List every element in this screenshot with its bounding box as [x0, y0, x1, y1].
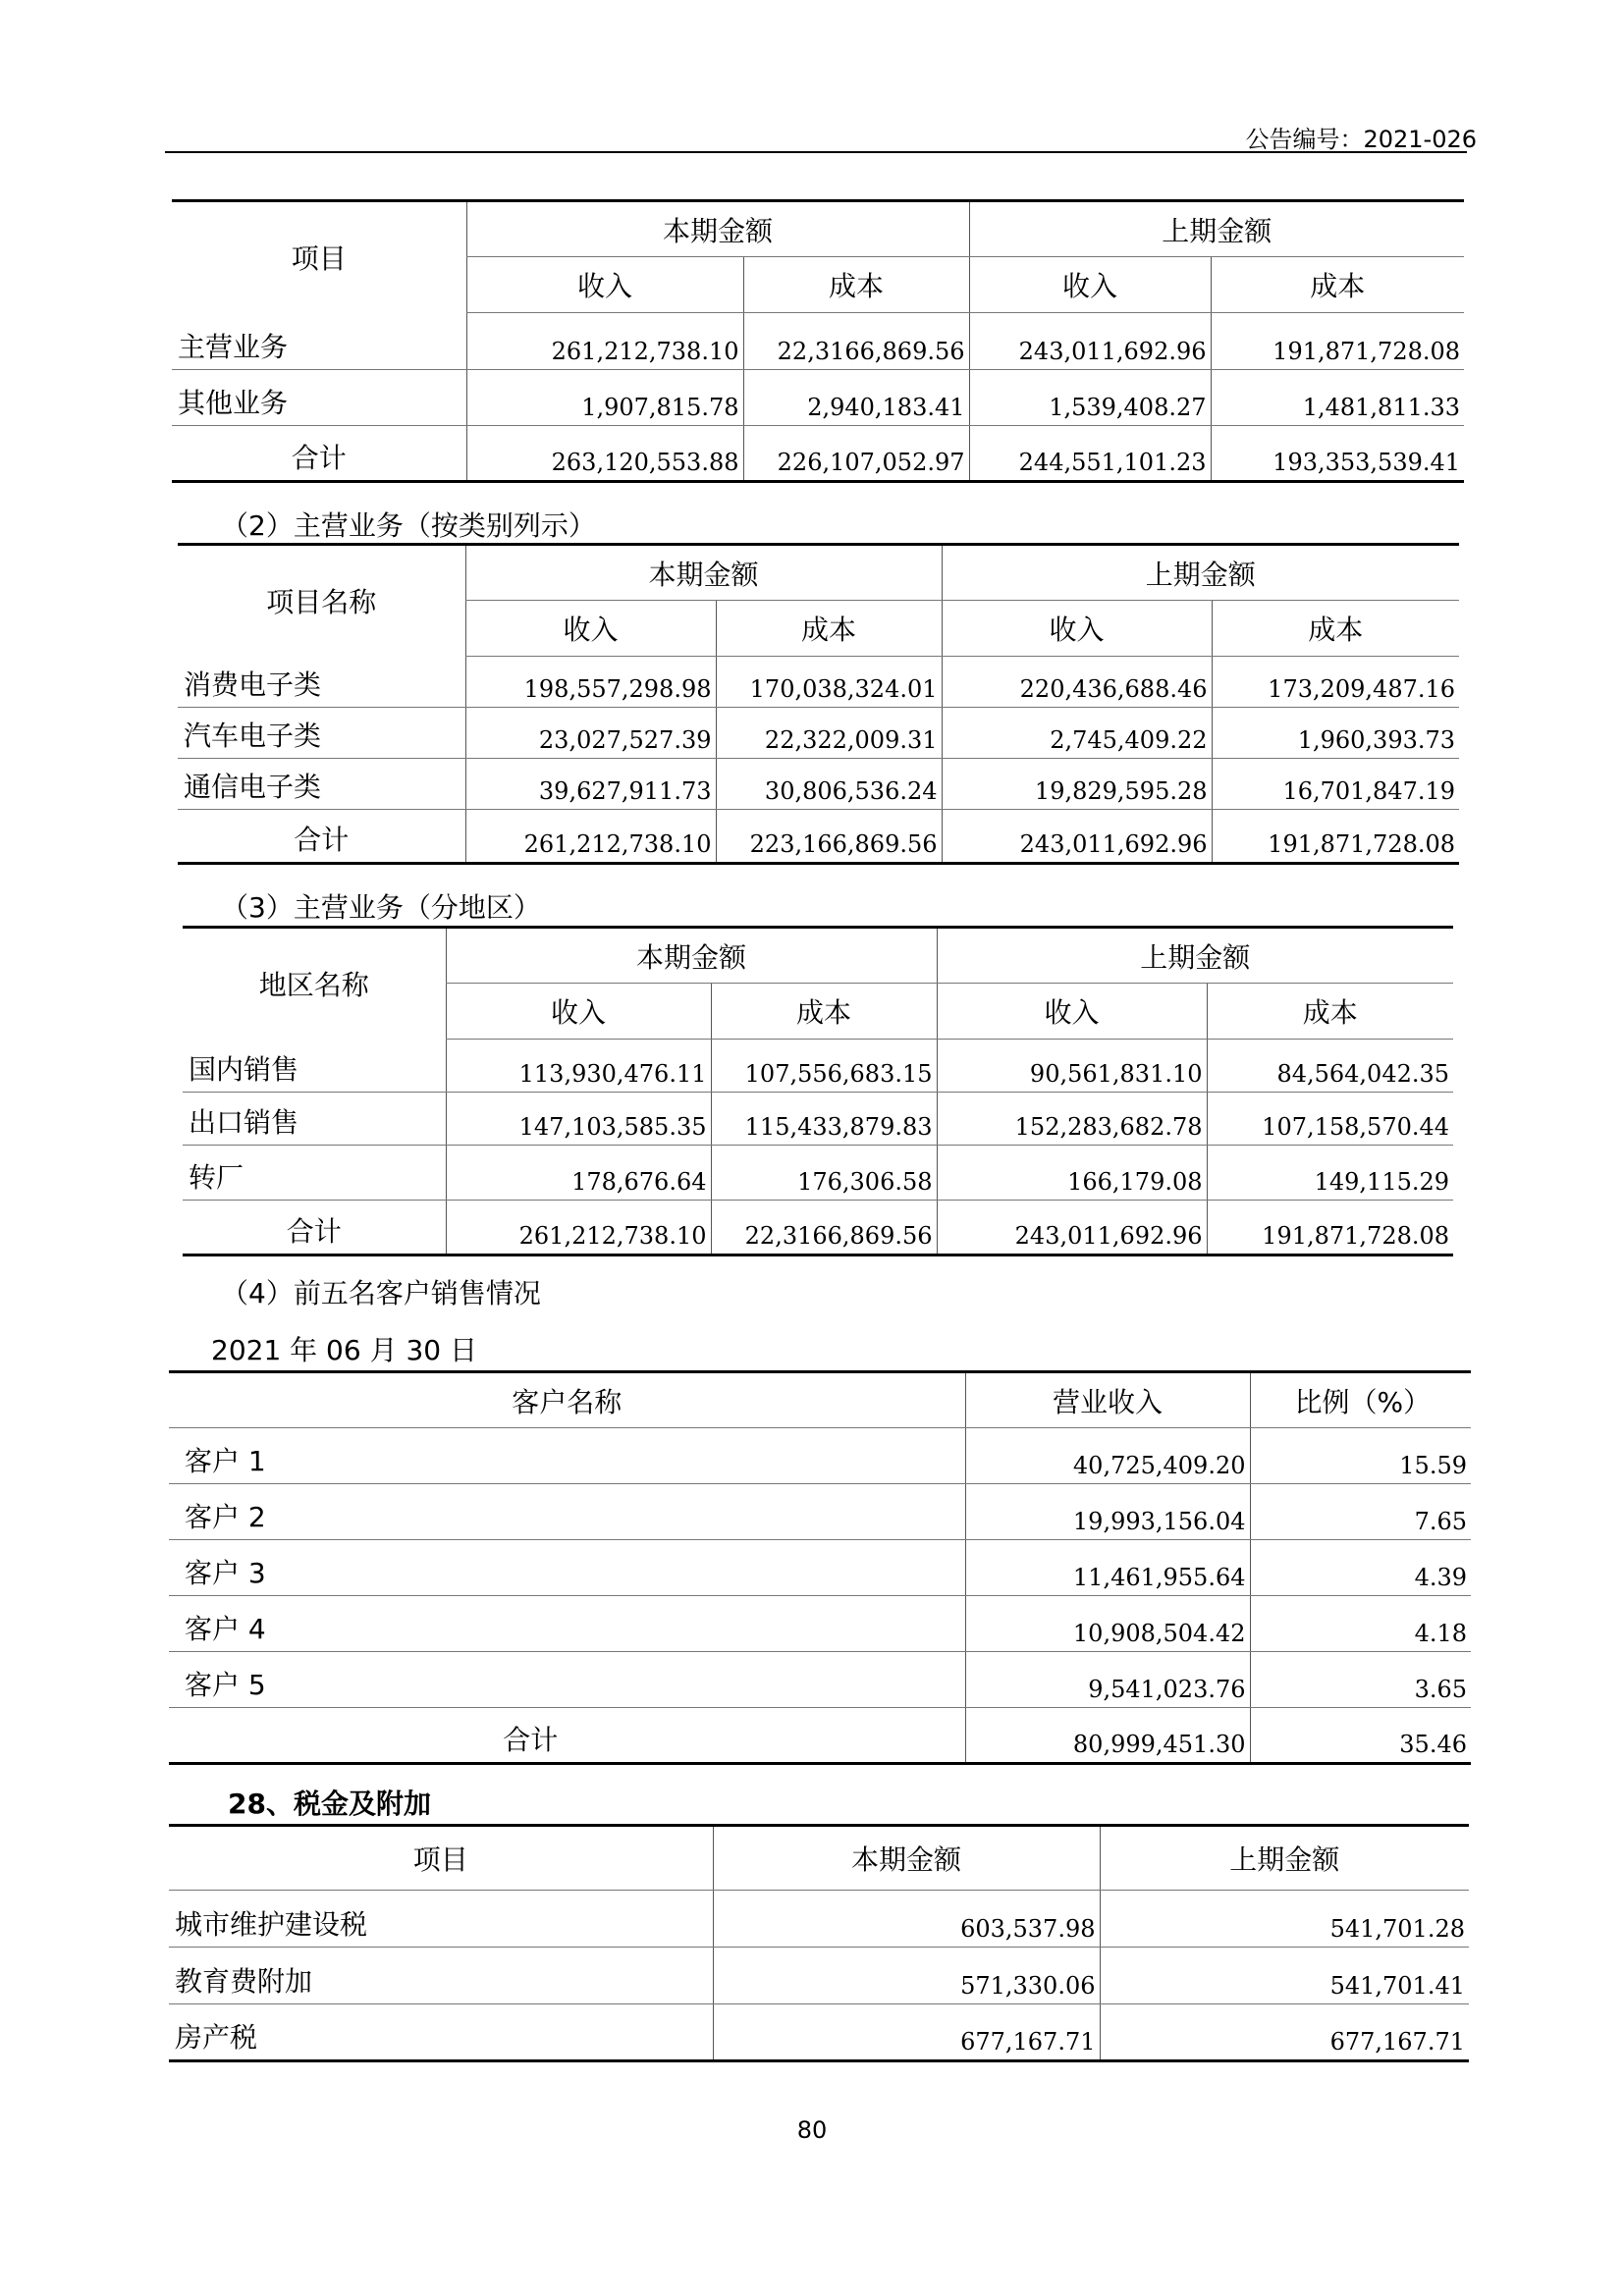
col-current-header: 本期金额	[465, 545, 942, 601]
col-item-header: 项目名称	[178, 545, 465, 657]
tax-current-amount: 677,167.71	[713, 2004, 1100, 2061]
table-row	[169, 1652, 1471, 1708]
cell-value: 107,158,570.44	[1207, 1093, 1453, 1146]
business-income-table	[172, 199, 1464, 483]
cell-value: 115,433,879.83	[711, 1093, 937, 1146]
tax-prior-amount: 677,167.71	[1100, 2004, 1469, 2061]
cell-value: 198,557,298.98	[465, 657, 716, 708]
cell-value: 113,930,476.11	[446, 1040, 711, 1093]
customer-total-label: 合计	[169, 1708, 965, 1764]
tax-item-name: 城市维护建设税	[169, 1891, 713, 1948]
col-prior-income: 收入	[942, 601, 1212, 657]
taxes-surcharges-table	[169, 1824, 1469, 2062]
cell-value: 22,3166,869.56	[711, 1201, 937, 1255]
tax-item-name: 房产税	[169, 2004, 713, 2061]
table-row	[169, 1891, 1469, 1948]
table-row	[169, 1428, 1471, 1484]
table-row	[169, 1596, 1471, 1652]
section-title-taxes-surcharges: 28、税金及附加	[228, 1788, 431, 1820]
cell-value: 191,871,728.08	[1211, 313, 1464, 370]
cell-value: 23,027,527.39	[465, 708, 716, 759]
cell-value: 263,120,553.88	[466, 426, 743, 482]
col-current-header: 本期金额	[466, 201, 969, 257]
col-region-header: 地区名称	[183, 928, 446, 1040]
table-row	[169, 2004, 1469, 2061]
col-revenue-header: 营业收入	[965, 1372, 1250, 1428]
customer-ratio: 7.65	[1250, 1484, 1471, 1540]
cell-value: 193,353,539.41	[1211, 426, 1464, 482]
cell-value: 22,3166,869.56	[743, 313, 969, 370]
tax-item-name: 教育费附加	[169, 1948, 713, 2004]
customer-name: 客户 5	[169, 1652, 965, 1708]
col-prior-header: 上期金额	[937, 928, 1453, 984]
cell-value: 107,556,683.15	[711, 1040, 937, 1093]
col-current-header: 本期金额	[446, 928, 937, 984]
col-item-header: 项目	[172, 201, 466, 313]
cell-value: 223,166,869.56	[716, 810, 942, 864]
col-prior-income: 收入	[937, 984, 1207, 1040]
col-current-income: 收入	[465, 601, 716, 657]
cell-value: 243,011,692.96	[942, 810, 1212, 864]
col-ratio-header: 比例（%）	[1250, 1372, 1471, 1428]
customer-ratio: 4.18	[1250, 1596, 1471, 1652]
customer-name: 客户 3	[169, 1540, 965, 1596]
col-current-cost: 成本	[743, 257, 969, 313]
customer-name: 客户 1	[169, 1428, 965, 1484]
customer-revenue: 80,999,451.30	[965, 1708, 1250, 1764]
cell-value: 176,306.58	[711, 1146, 937, 1201]
cell-value: 147,103,585.35	[446, 1093, 711, 1146]
table-row	[178, 657, 1459, 708]
row-label: 合计	[172, 426, 466, 482]
cell-value: 1,960,393.73	[1212, 708, 1459, 759]
page-number: 80	[796, 2116, 828, 2144]
customer-ratio: 15.59	[1250, 1428, 1471, 1484]
cell-value: 152,283,682.78	[937, 1093, 1207, 1146]
table-row	[172, 313, 1464, 370]
main-business-by-region-table	[183, 926, 1453, 1256]
table-row	[169, 1484, 1471, 1540]
cell-value: 191,871,728.08	[1212, 810, 1459, 864]
table-row	[183, 1146, 1453, 1201]
col-current-cost: 成本	[711, 984, 937, 1040]
table-row-total	[178, 810, 1459, 864]
customer-ratio: 4.39	[1250, 1540, 1471, 1596]
customer-revenue: 11,461,955.64	[965, 1540, 1250, 1596]
cell-value: 1,481,811.33	[1211, 370, 1464, 426]
cell-value: 178,676.64	[446, 1146, 711, 1201]
customer-ratio: 3.65	[1250, 1652, 1471, 1708]
cell-value: 226,107,052.97	[743, 426, 969, 482]
col-prior-income: 收入	[969, 257, 1211, 313]
table-row-total	[169, 1708, 1471, 1764]
table-row	[183, 1040, 1453, 1093]
table-row	[169, 1540, 1471, 1596]
col-prior-header: 上期金额	[1100, 1826, 1469, 1891]
customer-name: 客户 2	[169, 1484, 965, 1540]
section-title-by-region: （3）主营业务（分地区）	[221, 891, 541, 924]
cell-value: 16,701,847.19	[1212, 759, 1459, 810]
table-row-total	[172, 426, 1464, 482]
report-date: 2021 年 06 月 30 日	[211, 1334, 478, 1366]
cell-value: 166,179.08	[937, 1146, 1207, 1201]
table-row-total	[183, 1201, 1453, 1255]
tax-prior-amount: 541,701.41	[1100, 1948, 1469, 2004]
cell-value: 173,209,487.16	[1212, 657, 1459, 708]
cell-value: 90,561,831.10	[937, 1040, 1207, 1093]
col-customer-header: 客户名称	[169, 1372, 965, 1428]
cell-value: 170,038,324.01	[716, 657, 942, 708]
tax-prior-amount: 541,701.28	[1100, 1891, 1469, 1948]
cell-value: 39,627,911.73	[465, 759, 716, 810]
cell-value: 149,115.29	[1207, 1146, 1453, 1201]
col-current-header: 本期金额	[713, 1826, 1100, 1891]
table-row	[178, 708, 1459, 759]
col-current-income: 收入	[466, 257, 743, 313]
customer-revenue: 19,993,156.04	[965, 1484, 1250, 1540]
col-prior-cost: 成本	[1212, 601, 1459, 657]
row-label: 合计	[183, 1201, 446, 1255]
customer-revenue: 9,541,023.76	[965, 1652, 1250, 1708]
cell-value: 1,907,815.78	[466, 370, 743, 426]
row-label: 主营业务	[172, 313, 466, 370]
cell-value: 2,745,409.22	[942, 708, 1212, 759]
tax-current-amount: 571,330.06	[713, 1948, 1100, 2004]
announcement-number: 公告编号：2021-026	[1245, 126, 1477, 153]
customer-ratio: 35.46	[1250, 1708, 1471, 1764]
row-label: 合计	[178, 810, 465, 864]
row-label: 转厂	[183, 1146, 446, 1201]
row-label: 消费电子类	[178, 657, 465, 708]
cell-value: 22,322,009.31	[716, 708, 942, 759]
col-current-income: 收入	[446, 984, 711, 1040]
row-label: 通信电子类	[178, 759, 465, 810]
top-five-customers-table	[169, 1370, 1471, 1765]
customer-revenue: 40,725,409.20	[965, 1428, 1250, 1484]
table-row	[169, 1948, 1469, 2004]
cell-value: 1,539,408.27	[969, 370, 1211, 426]
row-label: 出口销售	[183, 1093, 446, 1146]
cell-value: 261,212,738.10	[465, 810, 716, 864]
cell-value: 191,871,728.08	[1207, 1201, 1453, 1255]
col-prior-cost: 成本	[1211, 257, 1464, 313]
cell-value: 220,436,688.46	[942, 657, 1212, 708]
col-prior-cost: 成本	[1207, 984, 1453, 1040]
col-current-cost: 成本	[716, 601, 942, 657]
header-rule	[165, 151, 1467, 153]
tax-current-amount: 603,537.98	[713, 1891, 1100, 1948]
main-business-by-category-table	[178, 543, 1459, 865]
cell-value: 2,940,183.41	[743, 370, 969, 426]
cell-value: 19,829,595.28	[942, 759, 1212, 810]
customer-revenue: 10,908,504.42	[965, 1596, 1250, 1652]
table-row	[183, 1093, 1453, 1146]
section-title-top-customers: （4）前五名客户销售情况	[221, 1277, 541, 1309]
section-title-by-category: （2）主营业务（按类别列示）	[221, 509, 596, 542]
cell-value: 261,212,738.10	[446, 1201, 711, 1255]
row-label: 其他业务	[172, 370, 466, 426]
cell-value: 243,011,692.96	[969, 313, 1211, 370]
cell-value: 244,551,101.23	[969, 426, 1211, 482]
col-prior-header: 上期金额	[969, 201, 1464, 257]
row-label: 国内销售	[183, 1040, 446, 1093]
table-row	[172, 370, 1464, 426]
cell-value: 243,011,692.96	[937, 1201, 1207, 1255]
row-label: 汽车电子类	[178, 708, 465, 759]
table-row	[178, 759, 1459, 810]
cell-value: 84,564,042.35	[1207, 1040, 1453, 1093]
cell-value: 261,212,738.10	[466, 313, 743, 370]
col-item-header: 项目	[169, 1826, 713, 1891]
col-prior-header: 上期金额	[942, 545, 1459, 601]
customer-name: 客户 4	[169, 1596, 965, 1652]
cell-value: 30,806,536.24	[716, 759, 942, 810]
